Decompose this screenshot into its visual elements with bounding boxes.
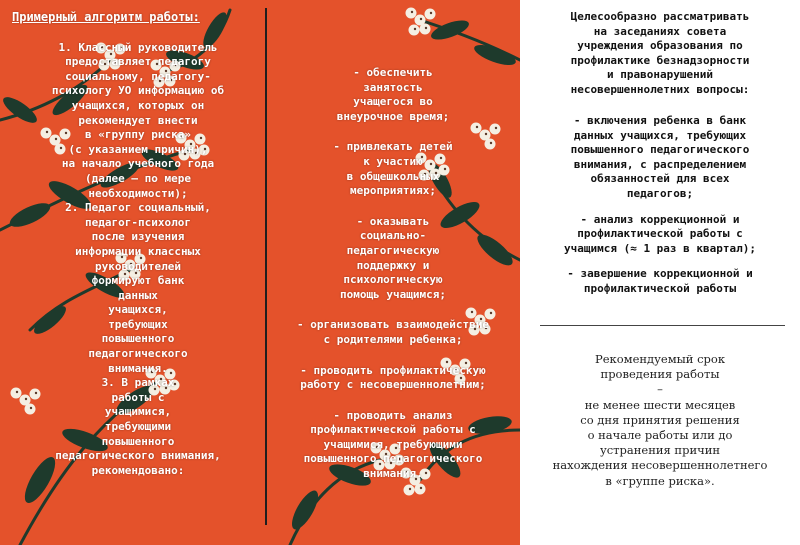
recommendation-item (268, 215, 518, 303)
recommendation-line: профилактической работы с (310, 423, 476, 437)
topic-line: - анализ коррекционной и (580, 212, 740, 226)
algorithm-line: учащимися, (104, 405, 172, 419)
algorithm-line: требующими (104, 420, 172, 434)
intro-line: профилактике безнадзорности (570, 53, 750, 67)
intro-line: учреждения образования по (577, 39, 743, 53)
algorithm-line: работы с (111, 390, 165, 404)
white-berry-icon (420, 24, 431, 35)
white-berry-icon (414, 28, 416, 30)
recommended-period (520, 352, 800, 489)
recommendation-line: внеурочное время; (336, 109, 450, 123)
topic-item (520, 213, 800, 257)
algorithm-line: социальному, педагогу- (65, 69, 211, 83)
algorithm-line: педагог-психолог (85, 215, 191, 229)
council-intro (520, 10, 800, 98)
algorithm-line: в «группу риска» (85, 128, 191, 142)
algorithm-line: психологу УО информацию об (51, 84, 225, 98)
recommendation-line: - организовать взаимодействие (296, 318, 490, 332)
intro-line: на заседаниях совета (593, 24, 727, 38)
recommendation-line: с родителями ребенка; (323, 332, 463, 346)
recommendation-line: социально- (359, 229, 427, 243)
algorithm-line: 3. В рамках (101, 376, 175, 390)
white-berry-icon (406, 8, 417, 19)
recommend-line: в «группе риска». (605, 473, 715, 488)
intro-line: несовершеннолетних вопросы: (570, 82, 750, 96)
white-berry-icon (430, 12, 432, 14)
recommendation-line: мероприятиях; (349, 184, 437, 198)
recommend-line: Рекомендуемый срок (594, 352, 726, 366)
recommendation-item (268, 409, 518, 482)
recommendation-line: учащимися, требующими (323, 437, 463, 451)
topic-item (520, 114, 800, 202)
white-berry-icon (420, 18, 422, 20)
topic-line: - завершение коррекционной и (567, 267, 753, 281)
recommendation-item (268, 364, 518, 393)
recommendation-line: поддержку и (356, 258, 430, 272)
algorithm-line: учащихся, (108, 303, 168, 317)
recommendation-line: - проводить профилактическую (300, 363, 486, 377)
algorithm-line: педагогического внимания, (55, 449, 221, 463)
topic-line: учащимся (≈ 1 раз в квартал); (563, 241, 757, 255)
algorithm-line: формируют банк (91, 274, 185, 288)
algorithm-line: повышенного (101, 332, 175, 346)
topic-item (520, 267, 800, 296)
algorithm-line: на начало учебного года (61, 157, 215, 171)
algorithm-title: Примерный алгоритм работы: (12, 10, 200, 24)
algorithm-column (12, 10, 264, 478)
recommendation-line: - обеспечить (353, 66, 433, 79)
recommend-line: о начале работы или до (587, 428, 733, 443)
algorithm-line: (далее – по мере (85, 171, 191, 185)
intro-line: Целесообразно рассматривать (570, 10, 750, 23)
leaf-icon (429, 17, 471, 44)
topic-line: повышенного педагогического (570, 143, 750, 157)
algorithm-line: (с указанием причин), (68, 142, 208, 156)
recommendation-line: - привлекать детей (333, 140, 453, 154)
topic-line: - включения ребенка в банк (573, 114, 747, 127)
recommendation-line: работу с несовершеннолетним; (300, 378, 486, 392)
recommendation-line: внимания. (363, 467, 423, 481)
algorithm-line: учащихся, которых он (71, 98, 205, 112)
column-divider (265, 8, 267, 525)
recommend-line: со дня принятия решения (580, 412, 740, 427)
recommend-line: проведения работы (600, 367, 720, 382)
recommendation-line: занятость (363, 80, 423, 94)
algorithm-line: данных (118, 288, 158, 302)
recommend-line: – (657, 382, 663, 397)
algorithm-line: руководителей (94, 259, 182, 273)
recommendation-line: педагогическую (346, 243, 440, 257)
topic-line: профилактической работы с (577, 227, 743, 241)
algorithm-text (12, 41, 264, 479)
recommendation-line: в общешкольных (346, 169, 440, 183)
algorithm-line: предоставляет педагогу (65, 55, 211, 69)
topic-line: обязанностей для всех (590, 172, 730, 186)
recommendation-line: повышенного педагогического (303, 452, 483, 466)
recommendation-line: психологическую (343, 273, 443, 287)
topic-line: внимания, с распределением (573, 157, 747, 171)
recommendation-line: помощь учащимся; (340, 287, 446, 301)
algorithm-line: требующих (108, 317, 168, 331)
right-panel (520, 0, 800, 545)
white-berry-icon (411, 11, 413, 13)
recommendation-line: к участию (363, 154, 423, 168)
algorithm-line: 2. Педагог социальный, (65, 201, 211, 215)
algorithm-line: рекомендовано: (91, 463, 185, 477)
algorithm-line: необходимости); (88, 186, 188, 200)
recommendation-line: учащегося во (353, 95, 433, 109)
white-berry-icon (425, 27, 427, 29)
recommendation-item (268, 140, 518, 198)
recommend-line: нахождения несовершеннолетнего (552, 458, 768, 473)
algorithm-line: информации классных (75, 244, 201, 258)
algorithm-line: 1. Классный руководитель (58, 40, 218, 54)
recommendations-column (268, 66, 518, 498)
intro-line: и правонарушений (607, 68, 713, 82)
algorithm-line: педагогического (88, 347, 188, 361)
recommendation-line: - оказывать (356, 214, 430, 228)
algorithm-line: повышенного (101, 434, 175, 448)
algorithm-line: после изучения (91, 230, 185, 244)
white-berry-icon (425, 9, 436, 20)
recommend-line: не менее шести месяцев (584, 397, 736, 412)
topic-line: данных учащихся, требующих (573, 128, 747, 142)
algorithm-line: внимания. (108, 361, 168, 375)
separator-line (540, 325, 785, 326)
topic-line: профилактической работы (583, 281, 737, 295)
recommendation-line: - проводить анализ (333, 408, 453, 422)
recommend-line: устранения причин (599, 443, 721, 458)
council-topics (520, 114, 800, 308)
algorithm-line: рекомендует внести (78, 113, 198, 127)
recommendation-item (268, 318, 518, 347)
topic-line: педагогов; (626, 186, 694, 200)
white-berry-icon (409, 25, 420, 36)
recommendation-item (268, 66, 518, 124)
